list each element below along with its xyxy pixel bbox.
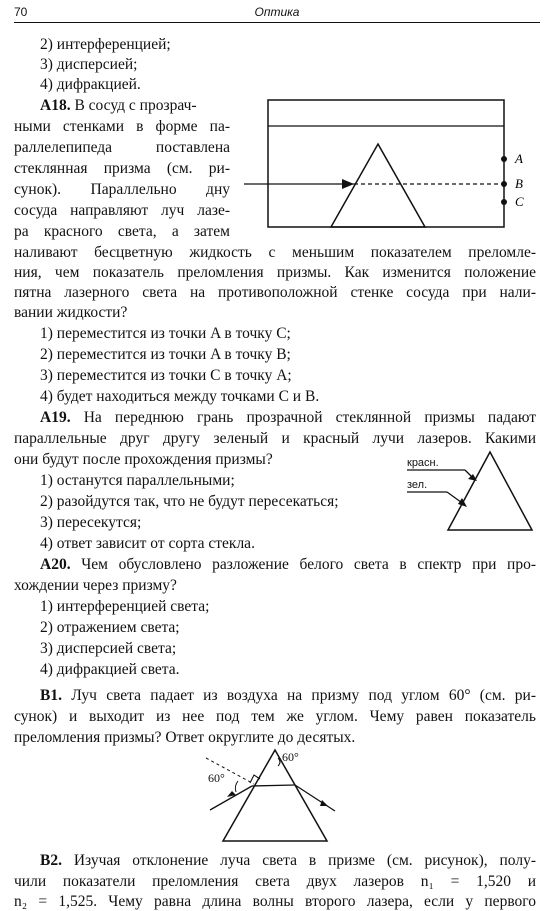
a18-line-3: раллелепипеда поставлена: [14, 139, 230, 156]
b1-exit-ray: [295, 785, 335, 811]
b1-line-2: сунок) и выходит из нее под тем же углом. Чему равен показатель: [14, 708, 536, 725]
a18-option-2: 2) переместится из точки A в точку B;: [40, 346, 291, 363]
red-ray-label: красн.: [407, 457, 439, 469]
a20-label: A20.: [40, 556, 71, 573]
a20-option-2: 2) отражением света;: [40, 619, 180, 636]
b2-line-2: чили показатели преломления света двух лазеров n₁ = 1,520 и: [14, 873, 536, 890]
page-title: Оптика: [254, 5, 300, 19]
b1-inner-ray: [252, 785, 295, 786]
b2-label: B2.: [40, 852, 62, 869]
point-b-dot: [501, 181, 507, 187]
page-number: 70: [14, 5, 28, 19]
a20-option-1: 1) интерференцией света;: [40, 598, 210, 615]
a18-line-9: ния, чем показатель преломления призмы. Как изменится положение: [14, 264, 536, 281]
a19-option-2: 2) разойдутся так, что не будут пересекаться;: [40, 493, 339, 510]
a18-line-6: сосуда направляют луч лазе-: [14, 202, 230, 219]
b2-line-3: n₂ = 1,525. Чему равна длина волны второго лазера, если у первого: [14, 893, 536, 910]
a18-line-1: A18. В сосуд с прозрач-: [40, 97, 197, 114]
a18-option-1: 1) переместится из точки A в точку C;: [40, 325, 291, 342]
b1-label: B1.: [40, 687, 62, 704]
a19-option-4: 4) ответ зависит от сорта стекла.: [40, 535, 255, 552]
a18-line-4: стеклянная призма (см. ри-: [14, 160, 230, 177]
a18-vessel-figure: [238, 96, 538, 236]
b1-incident-angle-arc: [235, 781, 238, 792]
prev-option-4: 4) дифракцией.: [40, 76, 141, 93]
a18-line-5: сунок). Параллельно дну: [14, 181, 230, 198]
b1-exit-arrow: [320, 800, 328, 806]
a20-line-2: хождении через призму?: [14, 577, 177, 594]
b1-line-3: преломления призмы? Ответ округлите до десятых.: [14, 729, 356, 746]
point-c-label: C: [515, 194, 524, 209]
a19-option-1: 1) останутся параллельными;: [40, 472, 235, 489]
b1-apex-angle-label: 60°: [282, 750, 299, 764]
a18-option-4: 4) будет находиться между точками C и B.: [40, 388, 320, 405]
a18-line-11: вании жидкости?: [14, 304, 128, 321]
a18-label: A18.: [40, 97, 71, 114]
a20-line-1: A20. Чем обусловлено разложение белого света в спектр при про-: [40, 556, 536, 573]
a19-option-3: 3) пересекутся;: [40, 514, 142, 531]
a18-line-7: ра красного света, а затем: [14, 223, 230, 240]
b1-incident-ray: [210, 786, 252, 810]
a19-prism-figure: [395, 450, 535, 535]
a18-option-3: 3) переместится из точки C в точку A;: [40, 367, 292, 384]
a19-line-3: они будут после прохождения призмы?: [14, 451, 273, 468]
a19-line-2: параллельные друг другу зеленый и красный лучи лазеров. Какими: [14, 430, 536, 447]
point-b-label: B: [515, 176, 523, 191]
point-a-label: A: [515, 151, 523, 166]
a19-label: A19.: [40, 409, 71, 426]
a18-line-10: пятна лазерного света на противоположной стенке сосуда при нали-: [14, 284, 536, 301]
a18-line-8: наливают бесцветную жидкость с меньшим показателем преломле-: [14, 244, 536, 261]
prev-option-2: 2) интерференцией;: [40, 36, 171, 53]
laser-beam-arrow: [342, 179, 354, 189]
prism-triangle: [448, 452, 532, 530]
a20-option-4: 4) дифракцией света.: [40, 661, 180, 678]
point-a-dot: [501, 156, 507, 162]
a20-option-3: 3) дисперсией света;: [40, 640, 177, 657]
a19-line-1: A19. На переднюю грань прозрачной стеклянной призмы падают: [40, 409, 536, 426]
point-c-dot: [501, 199, 507, 205]
prev-option-3: 3) дисперсией;: [40, 56, 138, 73]
b1-incident-angle-label: 60°: [208, 771, 225, 785]
page-header: [14, 2, 540, 23]
vessel-outline: [268, 100, 504, 227]
b2-line-1: B2. Изучая отклонение луча света в призме (см. рисунок), полу-: [40, 852, 537, 869]
a18-line-2: ными стенками в форме па-: [14, 118, 230, 135]
green-ray-label: зел.: [407, 479, 428, 491]
b1-line-1: B1. Луч света падает из воздуха на призму под углом 60° (см. ри-: [40, 687, 537, 704]
b1-prism-figure: [190, 748, 370, 848]
green-ray-arrow: [458, 498, 467, 507]
